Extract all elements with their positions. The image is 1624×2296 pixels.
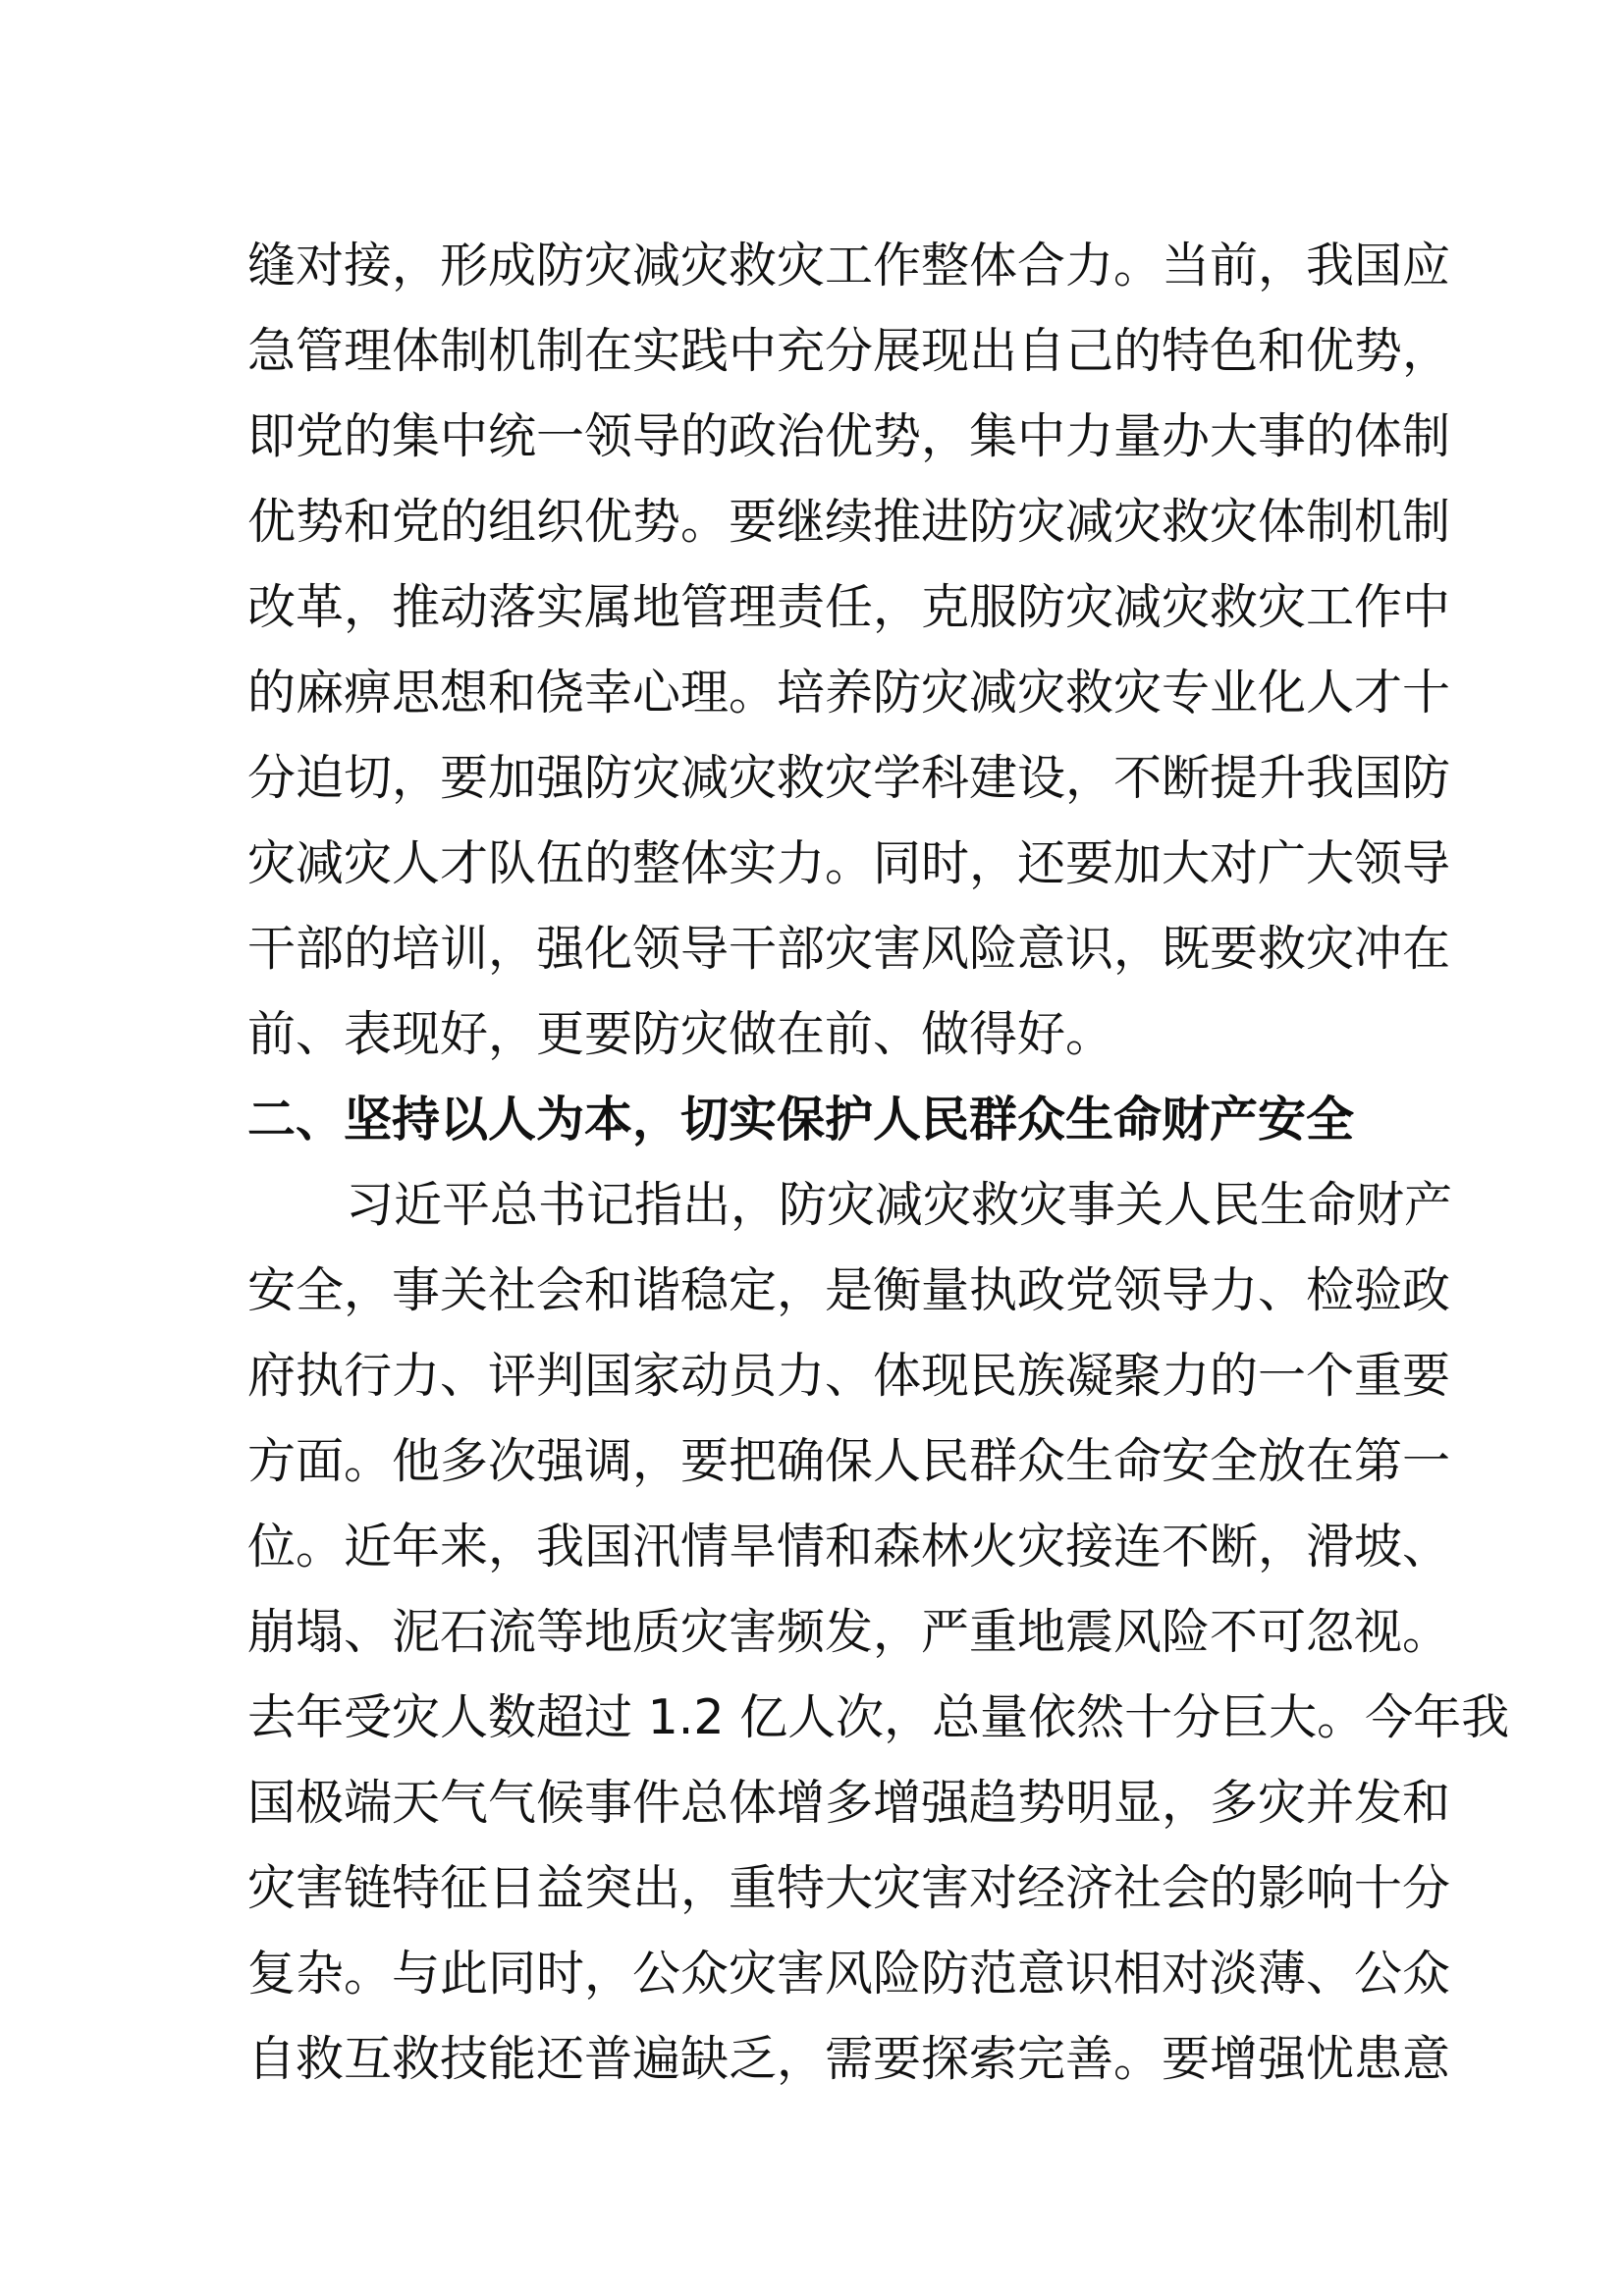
paragraph-2 [247,1162,1510,2102]
text-line: 自救互救技能还普遍缺乏，需要探索完善。要增强忧患意 [247,2031,1451,2087]
section-heading: 二、坚持以人为本，切实保护人民群众生命财产安全 [247,1092,1355,1148]
text-line: 缝对接，形成防灾减灾救灾工作整体合力。当前，我国应 [247,238,1451,294]
text-line: 安全，事关社会和谐稳定，是衡量执政党领导力、检验政 [247,1262,1451,1318]
text-line: 崩塌、泥石流等地质灾害频发，严重地震风险不可忽视。 [247,1604,1451,1660]
text-line: 改革，推动落实属地管理责任，克服防灾减灾救灾工作中 [247,579,1451,635]
text-line: 灾减灾人才队伍的整体实力。同时，还要加大对广大领导 [247,835,1451,891]
document-page [247,223,1510,2102]
text-line: 优势和党的组织优势。要继续推进防灾减灾救灾体制机制 [247,494,1451,550]
text-line: 即党的集中统一领导的政治优势，集中力量办大事的体制 [247,408,1451,464]
paragraph-1 [247,223,1451,1077]
text-line: 府执行力、评判国家动员力、体现民族凝聚力的一个重要 [247,1348,1451,1404]
text-line: 方面。他多次强调，要把确保人民群众生命安全放在第一 [247,1433,1451,1489]
text-line: 复杂。与此同时，公众灾害风险防范意识相对淡薄、公众 [247,1946,1451,2002]
text-line: 的麻痹思想和侥幸心理。培养防灾减灾救灾专业化人才十 [247,665,1451,721]
text-line: 急管理体制机制在实践中充分展现出自己的特色和优势， [247,323,1451,379]
text-line: 灾害链特征日益突出，重特大灾害对经济社会的影响十分 [247,1860,1451,1916]
text-line: 前、表现好，更要防灾做在前、做得好。 [247,1006,1114,1062]
text-line: 习近平总书记指出，防灾减灾救灾事关人民生命财产 [346,1177,1453,1233]
text-line: 分迫切，要加强防灾减灾救灾学科建设，不断提升我国防 [247,750,1451,806]
text-line: 去年受灾人数超过 1.2 亿人次，总量依然十分巨大。今年我 [247,1689,1510,1745]
text-line: 干部的培训，强化领导干部灾害风险意识，既要救灾冲在 [247,921,1451,977]
text-line: 位。近年来，我国汛情旱情和森林火灾接连不断，滑坡、 [247,1519,1451,1575]
text-line: 国极端天气气候事件总体增多增强趋势明显，多灾并发和 [247,1775,1451,1831]
